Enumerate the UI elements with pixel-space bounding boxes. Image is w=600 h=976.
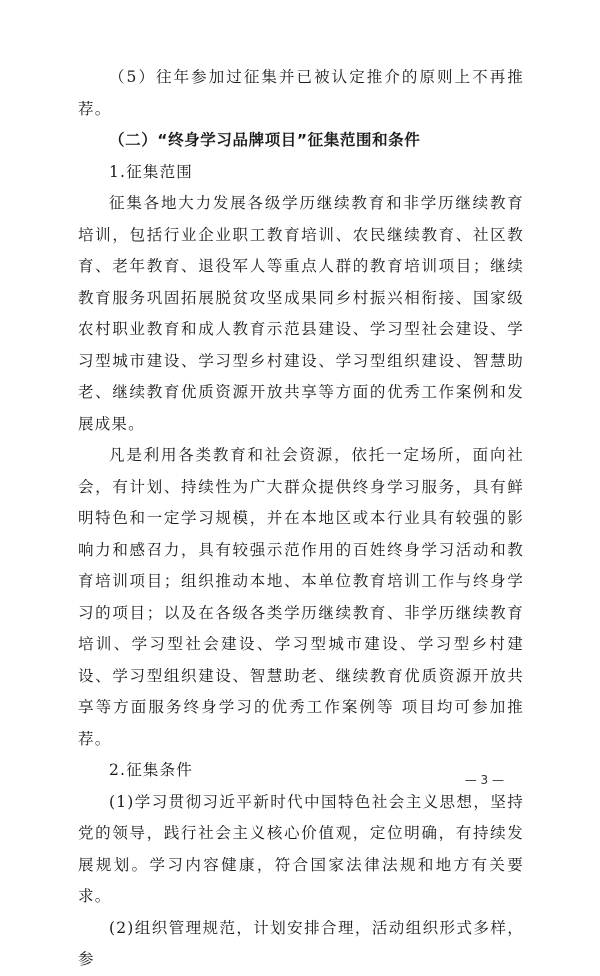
- paragraph-condition-2: (2)组织管理规范，计划安排合理，活动组织形式多样，参: [78, 918, 524, 968]
- paragraph-eligibility: 凡是利用各类教育和社会资源，依托一定场所，面向社会，有计划、持续性为广大群众提供终身学习服务，具有鲜明特色和一定学习规模，并在本地区或本行业具有较强的影响力和感召力，具有较强示范作用的百姓终身学习活动和教育培训项目；组织推动本地、本单位教育培训工作与终身学习的项目；以及在各级各类学历继续教育、非学历继续教育培训、学习型社会建设、学习型城市建设、学习型乡村建设、学习型组织建设、智慧助老、继续教育优质资源开放共享等方面服务终身学习的优秀工作案例等 项目均可参加推荐。: [78, 446, 524, 748]
- subheading-conditions: 2.征集条件: [109, 761, 193, 779]
- section-heading: （二）“终身学习品牌项目”征集范围和条件: [109, 131, 421, 149]
- paragraph-condition-1: (1)学习贯彻习近平新时代中国特色社会主义思想，坚持党的领导，践行社会主义核心价值观，定位明确，有持续发展规划。学习内容健康，符合国家法律法规和地方有关要求。: [78, 792, 524, 905]
- paragraph-scope: 征集各地大力发展各级学历继续教育和非学历继续教育培训，包括行业企业职工教育培训、农民继续教育、社区教育、老年教育、退役军人等重点人群的教育培训项目；继续教育服务巩固拓展脱贫攻坚成果同乡村振兴相衔接、国家级农村职业教育和成人教育示范县建设、学习型社会建设、学习型城市建设、学习型乡村建设、学习型组织建设、智慧助老、继续教育优质资源开放共享等方面的优秀工作案例和发展成果。: [78, 194, 524, 433]
- paragraph-criteria-5: （5）往年参加过征集并已被认定推介的原则上不再推荐。: [78, 68, 524, 118]
- page-number: — 3 —: [464, 773, 504, 787]
- document-body: [78, 62, 524, 976]
- subheading-scope: 1.征集范围: [109, 162, 193, 181]
